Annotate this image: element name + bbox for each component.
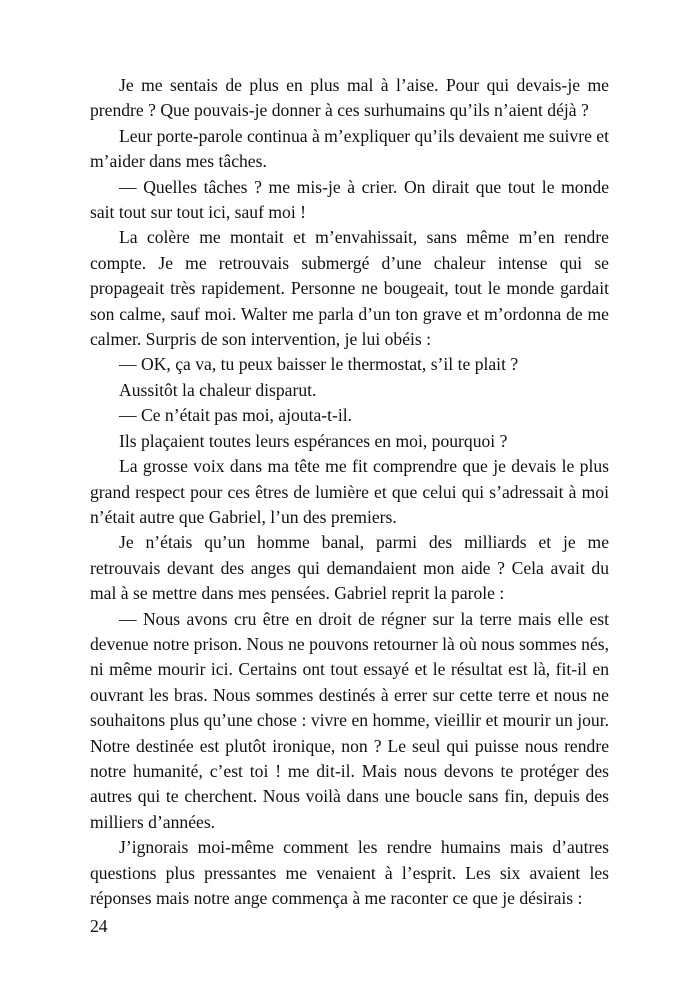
paragraph: La colère me montait et m’envahissait, sans même m’en rendre compte. Je me retrouvais submergé d’une chaleur intense qui se propageait très rapidement. Personne ne bougeait, tout le monde gardait son calme, sauf moi. Walter me parla d’un ton grave et m’ordonna de me calmer. Surpris de son intervention, je lui obéis :	[90, 227, 609, 350]
paragraph: Leur porte-parole continua à m’expliquer qu’ils devaient me suivre et m’aider dans mes tâches.	[90, 125, 609, 172]
paragraph: — Ce n’était pas moi, ajouta-t-il.	[119, 405, 353, 426]
paragraph: Ils plaçaient toutes leurs espérances en moi, pourquoi ?	[119, 430, 508, 451]
paragraph: — OK, ça va, tu peux baisser le thermostat, s’il te plait ?	[119, 354, 519, 375]
body-text	[90, 73, 609, 911]
page-number: 24	[90, 916, 108, 936]
paragraph: Aussitôt la chaleur disparut.	[119, 379, 317, 400]
paragraph: La grosse voix dans ma tête me fit comprendre que je devais le plus grand respect pour ces êtres de lumière et que celui qui s’adressait à moi n’était autre que Gabriel, l’un des premiers.	[90, 456, 609, 527]
paragraph: Je n’étais qu’un homme banal, parmi des milliards et je me retrouvais devant des anges qui demandaient mon aide ? Cela avait du mal à se mettre dans mes pensées. Gabriel reprit la parole :	[90, 532, 609, 604]
paragraph: J’ignorais moi-même comment les rendre humains mais d’autres questions plus pressantes me venaient à l’esprit. Les six avaient les réponses mais notre ange commença à me raconter ce que je désirais :	[90, 837, 609, 908]
paragraph: Je me sentais de plus en plus mal à l’aise. Pour qui devais-je me prendre ? Que pouvais-je donner à ces surhumains qu’ils n’aient déjà ?	[90, 75, 609, 121]
paragraph: — Quelles tâches ? me mis-je à crier. On dirait que tout le monde sait tout sur tout ici, sauf moi !	[90, 176, 609, 223]
paragraph: — Nous avons cru être en droit de régner sur la terre mais elle est devenue notre prison. Nous ne pouvons retourner là où nous sommes nés, ni même mourir ici. Certains ont tout essayé et le résultat est là, fit-il en ouvrant les bras. Nous sommes destinés à errer sur cette terre et nous ne souhaitons plus qu’une chose : vivre en homme, vieillir et mourir un jour. Notre destinée est plutôt ironique, non ? Le seul qui puisse nous rendre notre humanité, c’est toi ! me dit-il. Mais nous devons te protéger des autres qui te cherchent. Nous voilà dans une boucle sans fin, depuis des milliers d’années.	[90, 608, 609, 832]
